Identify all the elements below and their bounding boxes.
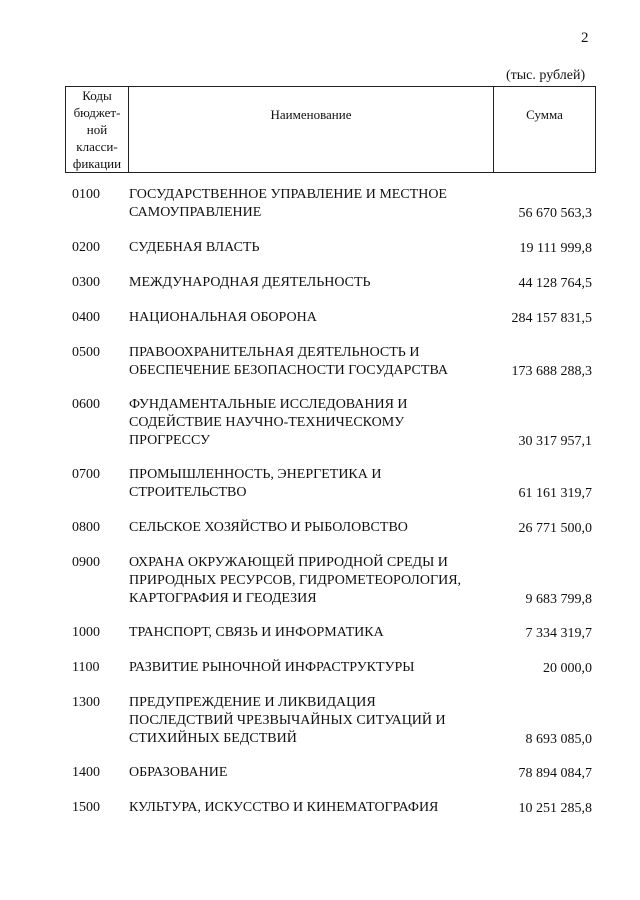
row-code: 0700 (72, 467, 100, 482)
row-name (129, 694, 489, 748)
row-sum: 19 111 999,8 (519, 241, 592, 256)
row-code: 1500 (72, 800, 100, 815)
table-header (65, 86, 596, 173)
row-code: 0400 (72, 310, 100, 325)
row-name-line: ПОСЛЕДСТВИЙ ЧРЕЗВЫЧАЙНЫХ СИТУАЦИЙ И (129, 713, 446, 728)
row-name-line: СТРОИТЕЛЬСТВО (129, 485, 247, 500)
row-name-line: СУДЕБНАЯ ВЛАСТЬ (129, 240, 260, 255)
row-name-line: ПРАВООХРАНИТЕЛЬНАЯ ДЕЯТЕЛЬНОСТЬ И (129, 345, 420, 360)
row-name-line: СОДЕЙСТВИЕ НАУЧНО-ТЕХНИЧЕСКОМУ (129, 415, 405, 430)
row-name (129, 239, 489, 257)
row-name-line: ОБЕСПЕЧЕНИЕ БЕЗОПАСНОСТИ ГОСУДАРСТВА (129, 363, 449, 378)
row-code: 0200 (72, 240, 100, 255)
row-name-line: ПРОГРЕССУ (129, 433, 211, 448)
row-name-line: КУЛЬТУРА, ИСКУССТВО И КИНЕМАТОГРАФИЯ (129, 800, 439, 815)
row-sum: 20 000,0 (543, 661, 592, 676)
row-code: 0100 (72, 187, 100, 202)
row-name-line: СТИХИЙНЫХ БЕДСТВИЙ (129, 731, 297, 746)
row-sum: 61 161 319,7 (518, 486, 592, 501)
row-name (129, 274, 489, 292)
row-name-line: НАЦИОНАЛЬНАЯ ОБОРОНА (129, 310, 317, 325)
row-name (129, 396, 489, 450)
row-code: 0300 (72, 275, 100, 290)
row-sum: 7 334 319,7 (525, 626, 592, 641)
row-name-line: ПРЕДУПРЕЖДЕНИЕ И ЛИКВИДАЦИЯ (129, 695, 376, 710)
row-code: 1100 (72, 660, 100, 675)
row-name-line: МЕЖДУНАРОДНАЯ ДЕЯТЕЛЬНОСТЬ (129, 275, 371, 290)
row-name (129, 186, 489, 222)
row-name (129, 309, 489, 327)
row-sum: 284 157 831,5 (511, 311, 592, 326)
header-code-line: фикации (72, 156, 122, 171)
row-sum: 44 128 764,5 (518, 276, 592, 291)
header-code-line: класси- (76, 139, 118, 154)
row-code: 1400 (72, 765, 100, 780)
row-sum: 173 688 288,3 (511, 364, 592, 379)
row-name-line: ОХРАНА ОКРУЖАЮЩЕЙ ПРИРОДНОЙ СРЕДЫ И (129, 555, 448, 570)
row-name-line: СЕЛЬСКОЕ ХОЗЯЙСТВО И РЫБОЛОВСТВО (129, 520, 408, 535)
row-name (129, 466, 489, 502)
row-name (129, 659, 489, 677)
row-name (129, 554, 489, 608)
row-code: 0500 (72, 345, 100, 360)
row-name (129, 519, 489, 537)
row-name-line: САМОУПРАВЛЕНИЕ (129, 205, 262, 220)
header-sum: Сумма (494, 87, 596, 173)
row-name (129, 764, 489, 782)
header-name: Наименование (129, 87, 494, 173)
row-name-line: ОБРАЗОВАНИЕ (129, 765, 228, 780)
row-sum: 30 317 957,1 (518, 434, 592, 449)
row-name-line: ПРОМЫШЛЕННОСТЬ, ЭНЕРГЕТИКА И (129, 467, 382, 482)
header-code-line: бюджет- (73, 105, 121, 120)
header-code (66, 87, 129, 173)
row-code: 0800 (72, 520, 100, 535)
header-code-line: Коды (82, 88, 112, 103)
row-code: 1000 (72, 625, 100, 640)
row-name-line: ГОСУДАРСТВЕННОЕ УПРАВЛЕНИЕ И МЕСТНОЕ (129, 187, 447, 202)
row-name-line: РАЗВИТИЕ РЫНОЧНОЙ ИНФРАСТРУКТУРЫ (129, 660, 415, 675)
row-code: 0900 (72, 555, 100, 570)
row-name (129, 799, 489, 817)
row-name-line: ФУНДАМЕНТАЛЬНЫЕ ИССЛЕДОВАНИЯ И (129, 397, 408, 412)
row-name-line: ПРИРОДНЫХ РЕСУРСОВ, ГИДРОМЕТЕОРОЛОГИЯ, (129, 573, 462, 588)
units-label: (тыс. рублей) (506, 68, 586, 83)
page-number: 2 (581, 30, 589, 46)
row-code: 0600 (72, 397, 100, 412)
row-name-line: ТРАНСПОРТ, СВЯЗЬ И ИНФОРМАТИКА (129, 625, 384, 640)
row-sum: 10 251 285,8 (518, 801, 592, 816)
row-sum: 56 670 563,3 (518, 206, 592, 221)
row-name-line: КАРТОГРАФИЯ И ГЕОДЕЗИЯ (129, 591, 317, 606)
row-code: 1300 (72, 695, 100, 710)
header-code-line: ной (86, 122, 108, 137)
row-sum: 78 894 084,7 (518, 766, 592, 781)
row-name (129, 624, 489, 642)
row-sum: 8 693 085,0 (525, 732, 592, 747)
row-name (129, 344, 489, 380)
row-sum: 26 771 500,0 (518, 521, 592, 536)
row-sum: 9 683 799,8 (525, 592, 592, 607)
